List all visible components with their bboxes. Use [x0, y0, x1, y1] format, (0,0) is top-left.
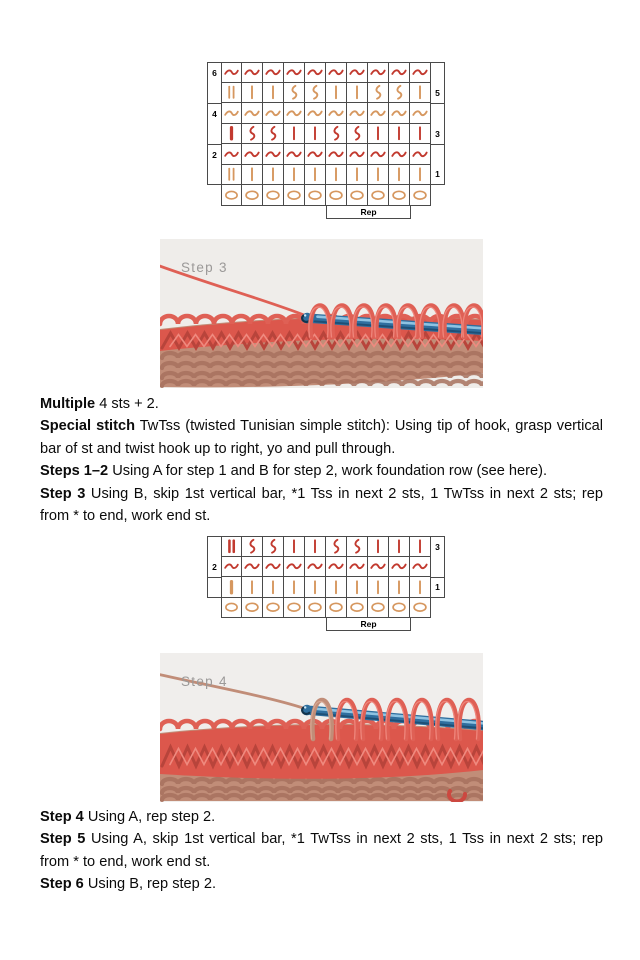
chart-cell-b: [242, 577, 263, 598]
step-4-photo: [160, 653, 483, 802]
chart-cell-tw: [263, 124, 284, 145]
chart-cell-b: [389, 124, 410, 145]
chart-cell-rp: [389, 62, 410, 83]
chart-cell-rp: [347, 144, 368, 165]
instruction-text: 4 sts + 2.: [95, 396, 159, 412]
instruction-text: Using A, rep step 2.: [83, 809, 216, 825]
chart-cell-rp: [263, 103, 284, 124]
chart-cell-tw: [368, 83, 389, 104]
chart-cell-ch: [389, 185, 410, 206]
chart-cell-rp: [347, 557, 368, 578]
chart-cell-b: [263, 165, 284, 186]
chart-cell-rp: [242, 62, 263, 83]
step-3-photo-image: [160, 239, 483, 388]
chart-cell-b: [263, 577, 284, 598]
chart-cell-ch: [347, 185, 368, 206]
chart-cell-b: [410, 124, 431, 145]
chart-cell-rp: [242, 144, 263, 165]
instruction-label: Step 3: [40, 485, 86, 502]
chart-cell-ch: [305, 185, 326, 206]
row-number-left: 2: [207, 557, 221, 578]
chart-cell-b: [326, 83, 347, 104]
row-number-right: 3: [431, 536, 445, 557]
chart-cell-rp: [410, 144, 431, 165]
chart-cell-rp: [368, 62, 389, 83]
chart-row: [207, 144, 445, 165]
chart-cell-ch: [263, 185, 284, 206]
repeat-label: Rep: [360, 619, 377, 629]
chart-cell-rp: [326, 144, 347, 165]
row-number-left: [207, 577, 221, 598]
chart-cell-ch: [284, 185, 305, 206]
instruction-label: Multiple: [40, 396, 96, 412]
chart-cell-rp: [389, 103, 410, 124]
chart-cell-b: [389, 165, 410, 186]
chart-cell-b: [347, 165, 368, 186]
step-3-label: Step 3: [181, 260, 228, 275]
row-number-left: 2: [207, 144, 221, 165]
step-3-photo: [160, 239, 483, 388]
chart-cell-b: [326, 165, 347, 186]
chart-row: [207, 62, 445, 83]
chart-cell-b: [242, 165, 263, 186]
chart-cell-rp: [221, 557, 242, 578]
instruction-line: [40, 415, 603, 460]
chart-cell-tw: [347, 124, 368, 145]
row-number-right: 1: [431, 165, 445, 186]
chart-cell-b: [284, 577, 305, 598]
chart-cell-b: [368, 165, 389, 186]
instruction-label: Steps 1–2: [40, 463, 109, 480]
crochet-fabric: [160, 721, 483, 801]
instruction-line: [40, 393, 603, 415]
chart-cell-b: [305, 577, 326, 598]
chart-cell-ch: [221, 598, 242, 619]
chart-cell-rp: [305, 144, 326, 165]
chart-cell-rp: [410, 62, 431, 83]
row-number-right: [431, 103, 445, 124]
chart-cell-b: [326, 577, 347, 598]
instruction-text: Using A for step 1 and B for step 2, work foundation row (see here).: [108, 463, 548, 480]
chart-cell-ch: [410, 185, 431, 206]
chart-cell-rp: [284, 144, 305, 165]
instruction-text: Using B, skip 1st vertical bar, *1 Tss in next 2 sts, 1 TwTss in next 2 sts; rep from * to end, work end st.: [40, 485, 603, 525]
chart-cell-rp: [305, 557, 326, 578]
chart-cell-rp: [389, 144, 410, 165]
step-4-photo-image: [160, 653, 483, 802]
chart-cell-ch: [368, 598, 389, 619]
chart-cell-b: [389, 577, 410, 598]
chart-cell-tw: [284, 83, 305, 104]
chart-cell-b: [263, 83, 284, 104]
chart-row: [207, 83, 445, 104]
repeat-row: [207, 206, 445, 220]
chart-cell-b2t: [221, 536, 242, 557]
chart-cell-rp: [305, 103, 326, 124]
chart-cell-tw: [347, 536, 368, 557]
chart-cell-rp: [221, 103, 242, 124]
instruction-label: Step 6: [40, 876, 84, 893]
instruction-line: [40, 828, 603, 873]
chart-cell-b: [410, 165, 431, 186]
chart-cell-rp: [284, 62, 305, 83]
chart-cell-rp: [305, 62, 326, 83]
chart-cell-rp: [368, 103, 389, 124]
chart-cell-tw: [242, 536, 263, 557]
chart-cell-rp: [221, 144, 242, 165]
repeat-label: Rep: [360, 206, 377, 217]
row-number-right: [431, 144, 445, 165]
stitch-chart-rows-1-6: [207, 62, 445, 220]
chart-cell-rp: [326, 557, 347, 578]
instructions-block-1: [40, 393, 603, 527]
chart-cell-ch: [242, 598, 263, 619]
chart-cell-b: [368, 577, 389, 598]
chart-cell-rp: [326, 103, 347, 124]
chart-row: [207, 557, 445, 578]
chart-cell-ch: [326, 598, 347, 619]
repeat-row: [207, 618, 445, 632]
chart-cell-b: [410, 83, 431, 104]
chart-cell-rp: [284, 557, 305, 578]
chart-cell-ch: [347, 598, 368, 619]
instruction-label: Step 4: [40, 809, 84, 825]
chart-cell-b: [305, 536, 326, 557]
instruction-label: Step 5: [40, 831, 86, 848]
row-number-right: [431, 557, 445, 578]
chart-cell-rp: [242, 557, 263, 578]
chart-row: [207, 124, 445, 145]
chart-cell-b: [368, 536, 389, 557]
chart-cell-ch: [410, 598, 431, 619]
chart-cell-rp: [368, 557, 389, 578]
chart-cell-rp: [221, 62, 242, 83]
instruction-text: TwTss (twisted Tunisian simple stitch): Using tip of hook, grasp vertical bar of st and twist hook up to right, yo and pull through.: [40, 418, 603, 457]
chart-cell-bt: [221, 124, 242, 145]
chart-cell-rp: [410, 557, 431, 578]
chart-cell-b: [347, 83, 368, 104]
row-number-left: 6: [207, 62, 221, 83]
chart-row: [207, 165, 445, 186]
chart-cell-rp: [410, 103, 431, 124]
chart-cell-rp: [263, 557, 284, 578]
chart-cell-ch: [284, 598, 305, 619]
chart-cell-ch: [242, 185, 263, 206]
chart-cell-b: [242, 83, 263, 104]
instruction-label: Special stitch: [40, 418, 135, 435]
chart-cell-ch: [389, 598, 410, 619]
chart-cell-b: [410, 577, 431, 598]
chart-cell-rp: [347, 103, 368, 124]
chart-cell-rp: [284, 103, 305, 124]
chart-cell-rp: [242, 103, 263, 124]
repeat-bracket: [326, 618, 411, 631]
chart-cell-tw: [263, 536, 284, 557]
row-number-left: [207, 536, 221, 557]
chart-cell-b: [389, 536, 410, 557]
chart-cell-tw: [326, 536, 347, 557]
chart-cell-b2: [221, 83, 242, 104]
repeat-bracket: [326, 206, 411, 219]
foundation-row: [207, 185, 445, 206]
foundation-row: [207, 598, 445, 619]
chart-cell-rp: [326, 62, 347, 83]
step-4-label: Step 4: [181, 674, 228, 689]
chart-cell-ch: [221, 185, 242, 206]
chart-cell-b: [368, 124, 389, 145]
chart-cell-rp: [263, 144, 284, 165]
instruction-line: [40, 460, 603, 482]
chart-cell-b: [410, 536, 431, 557]
chart-cell-b: [284, 536, 305, 557]
instructions-block-2: [40, 806, 603, 896]
chart-cell-ch: [263, 598, 284, 619]
row-number-right: [431, 62, 445, 83]
chart-cell-tw: [326, 124, 347, 145]
chart-row: [207, 536, 445, 557]
chart-cell-tw: [242, 124, 263, 145]
chart-cell-b: [305, 165, 326, 186]
chart-row: [207, 103, 445, 124]
row-number-right: 1: [431, 577, 445, 598]
chart-cell-b: [305, 124, 326, 145]
row-number-left: [207, 83, 221, 104]
chart-row: [207, 577, 445, 598]
instruction-line: [40, 873, 603, 895]
chart-cell-bt: [221, 577, 242, 598]
row-number-right: 5: [431, 83, 445, 104]
chart-cell-rp: [368, 144, 389, 165]
chart-cell-tw: [305, 83, 326, 104]
instruction-text: Using B, rep step 2.: [83, 876, 217, 893]
chart-cell-b2: [221, 165, 242, 186]
instruction-text: Using A, skip 1st vertical bar, *1 TwTss in next 2 sts, 1 Tss in next 2 sts; rep from * to end, work end st.: [40, 831, 604, 870]
row-number-left: 4: [207, 103, 221, 124]
chart-cell-tw: [389, 83, 410, 104]
instruction-line: [40, 483, 603, 528]
chart-cell-b: [284, 165, 305, 186]
chart-cell-b: [284, 124, 305, 145]
chart-cell-ch: [326, 185, 347, 206]
instruction-line: [40, 806, 603, 828]
row-number-left: [207, 165, 221, 186]
chart-cell-rp: [347, 62, 368, 83]
stitch-chart-rows-1-3: [207, 536, 445, 632]
row-number-left: [207, 124, 221, 145]
chart-cell-ch: [368, 185, 389, 206]
chart-cell-rp: [389, 557, 410, 578]
chart-cell-ch: [305, 598, 326, 619]
chart-cell-b: [347, 577, 368, 598]
chart-cell-rp: [263, 62, 284, 83]
row-number-right: 3: [431, 124, 445, 145]
